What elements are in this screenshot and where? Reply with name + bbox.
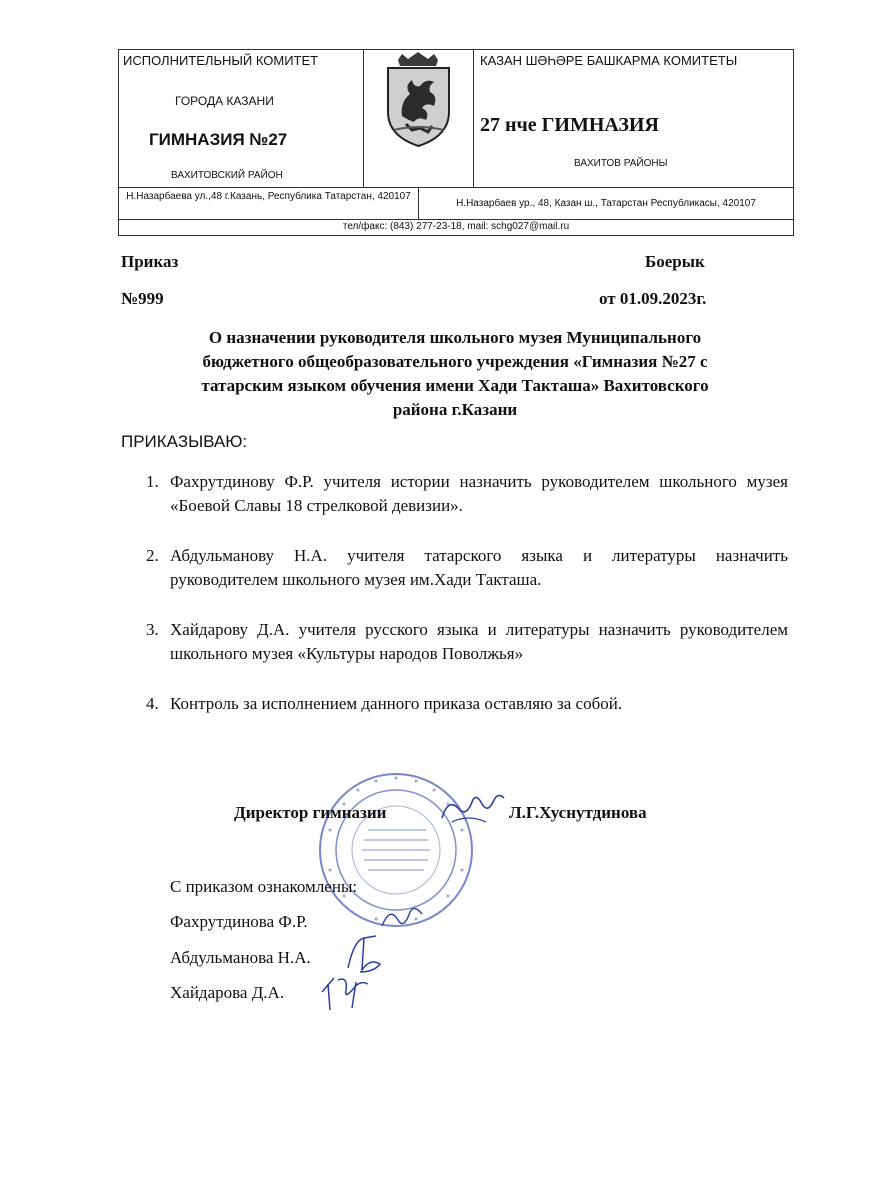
acknowledged-name: Фахрутдинова Ф.Р.	[170, 912, 308, 931]
item-number: 1.	[146, 472, 159, 491]
item-text: Абдульманову Н.А. учителя татарского языка и литературы назначить руководителем школьного музея им.Хади Такташа.	[170, 546, 788, 589]
letterhead-russian	[119, 50, 364, 187]
director-signature	[438, 778, 508, 843]
letterhead-tatar	[473, 50, 793, 187]
acknowledged-name: Абдульманова Н.А.	[170, 948, 311, 967]
order-title	[120, 326, 790, 422]
director-name: Л.Г.Хуснутдинова	[509, 803, 647, 822]
order-number: №999	[121, 289, 164, 308]
acknowledgement-heading: С приказом ознакомлены:	[170, 877, 358, 896]
order-label-ru: Приказ	[121, 252, 179, 271]
order-title-line: О назначении руководителя школьного музея Муниципального	[208, 328, 702, 347]
letterhead-tt-district: ВАХИТОВ РАЙОНЫ	[574, 158, 668, 169]
letterhead-ru-district: ВАХИТОВСКИЙ РАЙОН	[171, 170, 283, 181]
order-title-line: района г.Казани	[392, 400, 518, 419]
list-item	[146, 692, 788, 716]
signature-3	[316, 970, 376, 1021]
item-number: 4.	[146, 694, 159, 713]
item-number: 2.	[146, 546, 159, 565]
letterhead-tt-school: 27 нче ГИМНАЗИЯ	[480, 114, 659, 136]
order-date: от 01.09.2023г.	[599, 289, 707, 308]
address-tatar: Н.Назарбаев ур., 48, Казан ш., Татарстан Республикасы, 420107	[456, 198, 756, 209]
order-title-line: татарским языком обучения имени Хади Такташа» Вахитовского	[201, 376, 709, 395]
letterhead-ru-committee: ИСПОЛНИТЕЛЬНЫЙ КОМИТЕТ	[123, 53, 319, 68]
director-position: Директор гимназии	[234, 803, 387, 822]
order-items	[146, 470, 788, 742]
item-text: Фахрутдинову Ф.Р. учителя истории назначить руководителем школьного музея «Боевой Славы 18 стрелковой девизии».	[170, 472, 788, 515]
letterhead	[118, 49, 794, 236]
letterhead-addresses	[119, 187, 793, 219]
order-label-tt: Боерык	[645, 252, 705, 271]
acknowledged-name: Хайдарова Д.А.	[170, 983, 285, 1002]
address-russian: Н.Назарбаева ул.,48 г.Казань, Республика Татарстан, 420107	[119, 188, 419, 219]
item-text: Хайдарову Д.А. учителя русского языка и литературы назначить руководителем школьного музея «Культуры народов Поволжья»	[170, 620, 788, 663]
kazan-coat-of-arms-icon	[364, 50, 473, 187]
letterhead-contacts: тел/факс: (843) 277-23-18, mail: schg027@mail.ru	[119, 219, 793, 235]
list-item	[146, 544, 788, 592]
order-title-line: бюджетного общеобразовательного учреждения «Гимназия №27 с	[202, 352, 708, 371]
letterhead-tt-committee: КАЗАН ШӘҺӘРЕ БАШКАРМА КОМИТЕТЫ	[480, 53, 738, 68]
directive-heading: ПРИКАЗЫВАЮ:	[121, 432, 248, 451]
item-text: Контроль за исполнением данного приказа оставляю за собой.	[170, 694, 623, 713]
item-number: 3.	[146, 620, 159, 639]
list-item	[146, 618, 788, 666]
letterhead-ru-city: ГОРОДА КАЗАНИ	[175, 94, 274, 108]
list-item	[146, 470, 788, 518]
letterhead-ru-school: ГИМНАЗИЯ №27	[149, 130, 288, 149]
